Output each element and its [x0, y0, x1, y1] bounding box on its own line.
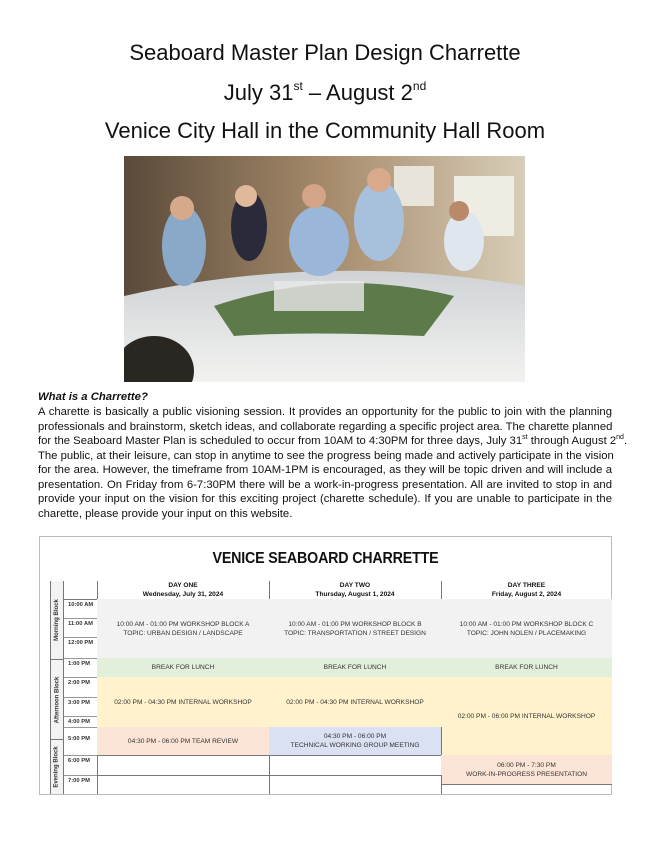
time-label: 12:00 PM [64, 637, 98, 659]
time-label: 5:00 PM [64, 727, 98, 756]
event-lunch: BREAK FOR LUNCH [441, 658, 612, 678]
time-label: 10:00 AM [64, 599, 98, 619]
block-label-evening: Evening Block [50, 739, 64, 794]
time-label: 1:00 PM [64, 658, 98, 678]
schedule-title: VENICE SEABOARD CHARRETTE [212, 550, 439, 567]
body-line: provide your input on the vision for this exciting project (charette schedule). If you are unable to participate in the [38, 493, 612, 505]
event-workshop-block-a: 10:00 AM - 01:00 PM WORKSHOP BLOCK A TOPIC: URBAN DESIGN / LANDSCAPE [97, 599, 270, 659]
event-dates: July 31st – August 2nd [223, 79, 427, 105]
page-title: Seaboard Master Plan Design Charrette [129, 40, 521, 65]
body-line: for the Seaboard Master Plan is scheduled to occur from 10AM to 4:30PM for three days, July 31st through August 2nd. [38, 434, 628, 447]
event-internal-workshop: 02:00 PM - 04:30 PM INTERNAL WORKSHOP [97, 677, 270, 728]
section-heading: What is a Charrette? [38, 391, 148, 403]
event-workshop-block-c: 10:00 AM - 01:00 PM WORKSHOP BLOCK C TOPIC: JOHN NOLEN / PLACEMAKING [441, 599, 612, 659]
event-team-review: 04:30 PM - 06:00 PM TEAM REVIEW [97, 727, 270, 756]
event-technical-meeting: 04:30 PM - 06:00 PM TECHNICAL WORKING GROUP MEETING [269, 727, 442, 756]
body-line: The public, at their leisure, can stop in anytime to see the progress being made and actively participate in the vision [38, 449, 614, 462]
event-lunch: BREAK FOR LUNCH [269, 658, 442, 678]
body-line: presentation. On Friday from 6-7:30PM there will be a work-in-progress presentation. All are invited to stop in and [38, 478, 612, 491]
event-lunch: BREAK FOR LUNCH [97, 658, 270, 678]
time-label: 7:00 PM [64, 775, 98, 794]
day-header: DAY THREE Friday, August 2, 2024 [441, 581, 612, 600]
photo-charrette-meeting [124, 156, 525, 382]
day-header: DAY ONE Wednesday, July 31, 2024 [97, 581, 270, 600]
block-label-afternoon: Afternoon Block [50, 659, 64, 739]
block-label-morning: Morning Block [50, 581, 64, 659]
time-label: 2:00 PM [64, 677, 98, 698]
event-venue: Venice City Hall in the Community Hall Room [104, 118, 546, 143]
body-line: charette, please provide your input on this website. [38, 507, 293, 520]
event-workshop-block-b: 10:00 AM - 01:00 PM WORKSHOP BLOCK B TOPIC: TRANSPORTATION / STREET DESIGN [269, 599, 442, 659]
day-header: DAY TWO Thursday, August 1, 2024 [269, 581, 442, 600]
time-label: 4:00 PM [64, 716, 98, 728]
time-label: 11:00 AM [64, 618, 98, 638]
time-label: 6:00 PM [64, 755, 98, 776]
charrette-schedule-table [39, 536, 612, 795]
body-line: A charette is basically a public visioning session. It provides an opportunity for the public to join with the planning [38, 406, 612, 418]
time-label: 3:00 PM [64, 697, 98, 717]
event-internal-workshop: 02:00 PM - 04:30 PM INTERNAL WORKSHOP [269, 677, 442, 728]
body-line: for the area. However, the timeframe from 10AM-1PM is encouraged, as they will be topic driven and will include a [38, 464, 612, 476]
event-internal-workshop: 02:00 PM - 06:00 PM INTERNAL WORKSHOP [441, 677, 612, 756]
event-wip-presentation: 06:00 PM - 7:30 PM WORK-IN-PROGRESS PRESENTATION [441, 755, 612, 785]
body-line: professionals and brainstorm, sketch ideas, and collaborate regarding a specific project area. The charette planned [38, 420, 613, 433]
